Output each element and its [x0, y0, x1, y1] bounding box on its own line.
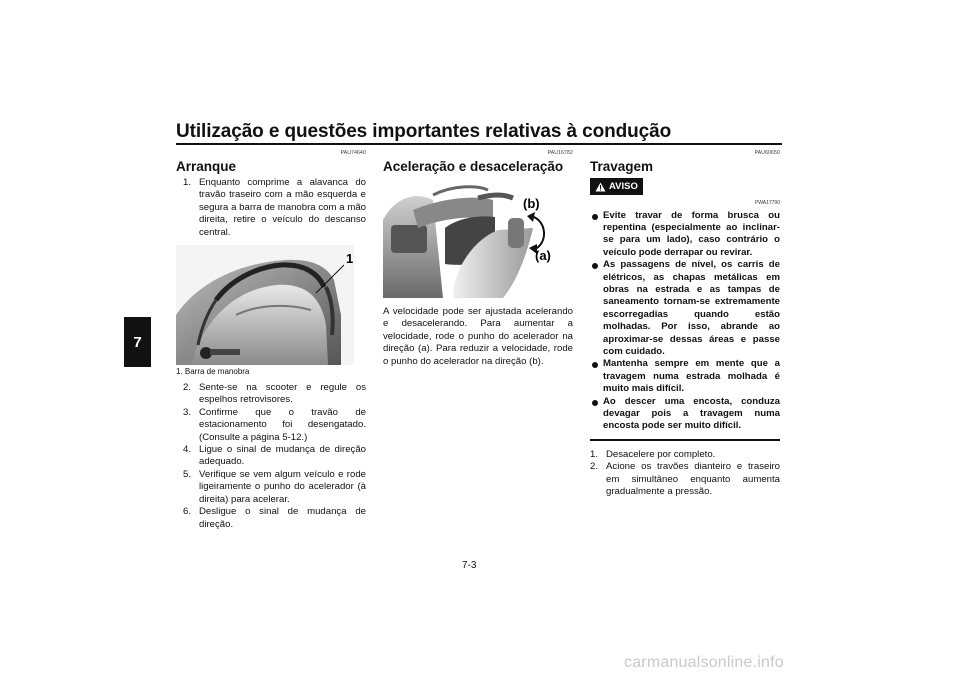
page-title: Utilização e questões importantes relativas à condução [176, 121, 672, 142]
step-number: 5. [183, 468, 192, 480]
bullet-icon [592, 263, 598, 269]
warning-text: Ao descer uma encosta, conduza devagar pois a travagem numa encosta pode ser muito difícil. [603, 395, 780, 432]
figure-throttle [383, 180, 561, 298]
column-arranque [176, 150, 366, 531]
step-item [176, 506, 366, 531]
step-text: Enquanto comprime a alavanca do travão traseiro com a mão esquerda e segura a barra de manobra com a mão direita, retire o veículo do descanso central. [199, 177, 366, 238]
step-number: 2. [183, 382, 192, 394]
acceleration-text: A velocidade pode ser ajustada acelerando e desacelerando. Para aumentar a velocidade, rode o punho do acelerador na direção (a). Para reduzir a velocidade, rode o punho do acelerador na direção (b). [383, 306, 573, 367]
step-text: Sente-se na scooter e regule os espelhos retrovisores. [199, 382, 366, 406]
figure-scooter-seat [176, 245, 354, 365]
warning-item [590, 210, 780, 260]
section-heading-travagem: Travagem [590, 159, 654, 174]
section-code: PAU74640 [340, 150, 366, 156]
step-item [176, 444, 366, 469]
page-number: 7-3 [462, 560, 477, 571]
step-number: 4. [183, 444, 192, 456]
column-aceleracao [383, 150, 573, 368]
warning-triangle-icon [595, 182, 606, 192]
warning-text: Mantenha sempre em mente que a travagem numa estrada molhada é muito mais difícil. [603, 358, 780, 395]
warning-code: PWA17790 [754, 199, 780, 206]
step-item [176, 382, 366, 407]
step-text: Ligue o sinal de mudança de direção adequado. [199, 444, 366, 468]
warning-item [590, 358, 780, 395]
step-text: Confirme que o travão de estacionamento foi desengatado. (Consulte a página 5-12.) [199, 406, 366, 443]
section-code: PAU16782 [547, 150, 573, 156]
warning-list [590, 210, 780, 433]
warning-label [590, 178, 643, 195]
step-text: Verifique se vem algum veículo e rode ligeiramente o punho do acelerador (à direita) para acelerar. [199, 468, 366, 505]
direction-label-a: (a) [535, 248, 551, 263]
bullet-icon [592, 400, 598, 406]
scooter-seat-illustration [176, 245, 354, 365]
bullet-icon [592, 362, 598, 368]
step-number: 2. [590, 461, 599, 473]
step-text: Desligue o sinal de mudança de direção. [199, 506, 366, 530]
step-text: Acione os travões dianteiro e traseiro em simultâneo enquanto aumenta gradualmente a pressão. [606, 461, 780, 498]
step-item [590, 449, 780, 461]
bullet-icon [592, 214, 598, 220]
step-item [176, 469, 366, 506]
warning-text: As passagens de nível, os carris de elétricos, as chapas metálicas em obras na estrada e as tampas de saneamento tornam-se extremamente escorregadias quando estão molhadas. Por isso, abrande ao aproximar-se dessas áreas e passe com cuidado. [603, 259, 780, 357]
section-heading-aceleracao: Aceleração e desaceleração [383, 159, 564, 174]
step-number: 3. [183, 406, 192, 418]
steps-list-a [176, 177, 366, 239]
warning-end-divider [590, 439, 780, 441]
warning-text: Evite travar de forma brusca ou repentina (especialmente ao inclinar-se para um lado), caso contrário o veículo pode derrapar ou revirar. [603, 209, 780, 258]
throttle-grip-illustration [383, 180, 561, 298]
column-travagem [590, 150, 780, 498]
steps-list-b [176, 382, 366, 531]
warning-item [590, 259, 780, 358]
step-item [590, 461, 780, 498]
warning-label-text: AVISO [609, 181, 638, 192]
direction-label-b: (b) [523, 196, 540, 211]
figure-caption: 1. Barra de manobra [176, 367, 250, 377]
step-number: 6. [183, 506, 192, 518]
title-divider [176, 143, 782, 145]
step-number: 1. [183, 177, 192, 188]
step-text: Desacelere por completo. [606, 448, 716, 460]
chapter-tab: 7 [124, 317, 151, 367]
step-item [176, 407, 366, 444]
step-item [176, 177, 366, 239]
section-heading-arranque: Arranque [176, 159, 237, 174]
section-code: PAU60650 [754, 150, 780, 156]
step-number: 1. [590, 448, 599, 460]
figure-callout-number: 1 [346, 251, 354, 267]
watermark: carmanualsonline.info [624, 654, 784, 671]
braking-steps-list [590, 449, 780, 499]
warning-item [590, 396, 780, 433]
